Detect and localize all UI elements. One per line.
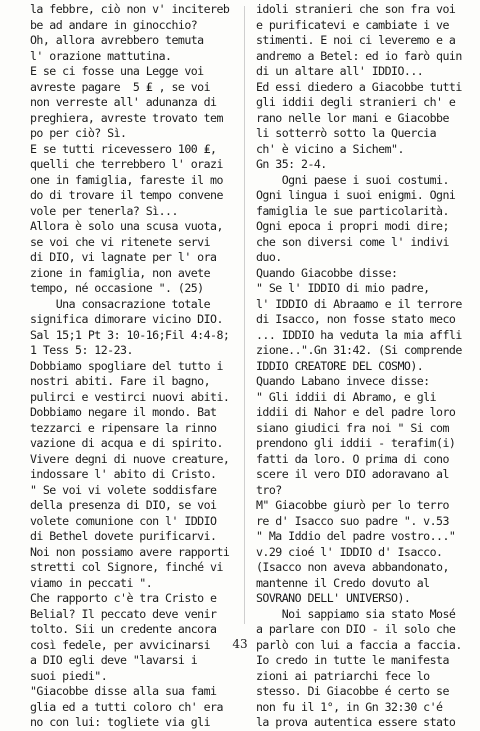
text-line: tro?	[256, 482, 282, 497]
text-line: Sal 15;1 Pt 3: 10-16;Fil 4:4-8;	[30, 327, 230, 342]
text-line: (Isacco non aveva abbandonato,	[256, 560, 449, 574]
text-line: nostri abiti. Fare il bagno,	[30, 374, 211, 388]
text-line: duo.	[256, 250, 282, 264]
column-divider	[244, 6, 245, 624]
text-line: SOVRANO DELL' UNIVERSO).	[256, 591, 411, 605]
text-line: ... IDDIO ha veduta la mia affli	[256, 327, 462, 342]
text-line: siano giudici fra noi " Si com	[256, 420, 449, 435]
text-line: Quando Giacobbe disse:	[256, 265, 398, 280]
text-line: idoli stranieri che son fra voi	[256, 2, 456, 16]
text-line: Oh, allora avrebbero temuta	[30, 33, 204, 47]
text-line: rano nelle lor mani e Giacobbe	[256, 110, 449, 125]
text-line: re d' Isacco suo padre ". v.53	[256, 513, 449, 528]
text-line: Vivere degni di nuove creature,	[30, 451, 230, 466]
text-line: zione in famiglia, non avete	[30, 265, 211, 280]
text-line: Ogni lingua i suoi enigmi. Ogni	[256, 188, 456, 202]
text-line: famiglia le sue particolarità.	[256, 203, 449, 218]
text-line: Allora è solo una scusa vuota,	[30, 219, 223, 233]
text-line: no con lui: togliete via gli	[30, 715, 211, 729]
text-line: e purificatevi e cambiate i ve	[256, 17, 449, 32]
text-line: Gn 35: 2-4.	[256, 157, 327, 171]
text-line: zione..".Gn 31:42. (Si comprende	[256, 343, 462, 357]
text-line: significa dimorare vicino DIO.	[30, 312, 223, 326]
text-line: suoi piedi".	[30, 668, 108, 683]
text-line: stimenti. E noi ci leveremo e a	[256, 33, 456, 47]
text-line: volete comunione con l' IDDIO	[30, 513, 217, 528]
text-line: andremo a Betel: ed io farò quin	[256, 48, 462, 63]
text-line: di Isacco, non fosse stato meco	[256, 312, 456, 326]
text-line: stretti col Signore, finché vi	[30, 560, 223, 574]
text-line: Noi sappiamo sia stato Mosé	[256, 606, 456, 621]
text-line: Ed essi diedero a Giacobbe tutti	[256, 79, 462, 94]
text-line: E se tutti ricevessero 100 ₤,	[30, 141, 217, 156]
text-line: Belial? Il peccato deve venir	[30, 606, 217, 621]
text-line: Dobbiamo negare il mondo. Bat	[30, 405, 217, 419]
text-line: vole per tenerla? Sì...	[30, 203, 178, 218]
text-line: preghiera, avreste trovato tem	[30, 110, 223, 125]
text-line: Che rapporto c'è tra Cristo e	[30, 591, 217, 605]
text-line: che son diversi come l' indivi	[256, 234, 449, 249]
text-line: M" Giacobbe giurò per lo terro	[256, 498, 449, 512]
text-line: 1 Tess 5: 12-23.	[30, 343, 133, 357]
text-line: Noi non possiamo avere rapporti	[30, 544, 230, 559]
text-line: " Se voi vi volete soddisfare	[30, 482, 217, 497]
text-line: IDDIO CREATORE DEL COSMO).	[256, 358, 424, 373]
text-line: stesso. Di Giacobbe é certo se	[256, 684, 449, 698]
text-line: Dobbiamo spogliare del tutto i	[30, 358, 223, 373]
right-text-column	[256, 2, 468, 731]
text-line: pulirci e vestirci nuovi abiti.	[30, 389, 230, 404]
text-line: della presenza di DIO, se voi	[30, 498, 217, 512]
page-number: 43	[232, 637, 248, 651]
text-line: la febbre, ciò non v' incitereb	[30, 2, 230, 16]
text-line: Una consacrazione totale	[30, 296, 211, 311]
text-line: a DIO egli deve "lavarsi i	[30, 653, 198, 667]
text-line: di un altare all' IDDIO...	[256, 64, 424, 78]
text-line: E se ci fosse una Legge voi	[30, 64, 204, 78]
text-line: così fedele, per avvicinarsi	[30, 637, 211, 652]
text-line: la prova autentica essere stato	[256, 715, 456, 729]
text-line: l' IDDIO di Abraamo e il terrore	[256, 296, 462, 311]
text-line: " Ma Iddio del padre vostro..."	[256, 529, 456, 543]
text-line: l' orazione mattutina.	[30, 48, 172, 63]
text-line: po per ciò? Sì.	[30, 126, 127, 140]
text-line: v.29 cioé l' IDDIO d' Isacco.	[256, 544, 443, 559]
text-line: tolto. Sii un credente ancora	[30, 622, 217, 636]
text-line: be ad andare in ginocchio?	[30, 17, 198, 32]
text-line: indossare l' abito di Cristo.	[30, 467, 217, 481]
text-line: quelli che terrebbero l' orazi	[30, 157, 223, 171]
text-line: mantenne il Credo dovuto al	[256, 575, 430, 590]
text-line: Ogni paese i suoi costumi.	[256, 172, 449, 187]
text-line: tezzarci e ripensare la rinno	[30, 420, 217, 435]
text-line: gli iddii degli stranieri ch' e	[256, 95, 456, 109]
text-line: do di trovare il tempo convene	[30, 188, 223, 202]
text-line: tempo, né occasione ". (25)	[30, 281, 204, 295]
text-line: Quando Labano invece disse:	[256, 374, 430, 388]
text-line: a parlare con DIO - il solo che	[256, 622, 456, 636]
text-line: non fu il 1°, in Gn 32:30 c'é	[256, 699, 443, 714]
text-line: avreste pagare 5 ₤ , se voi	[30, 79, 211, 94]
text-line: Ogni epoca i propri modi dire;	[256, 219, 449, 233]
text-line: ch' è vicino a Sichem".	[256, 141, 404, 156]
text-line: glia ed a tutti coloro ch' era	[30, 699, 223, 714]
text-line: vazione di acqua e di spirito.	[30, 436, 223, 450]
left-text-column	[30, 2, 240, 731]
text-line: di DIO, vi lagnate per l' ora	[30, 250, 217, 264]
text-line: prendono gli iddii - terafim(i)	[256, 436, 456, 450]
text-line: scere il vero DIO adoravano al	[256, 467, 449, 481]
text-line: fatti da loro. O prima di cono	[256, 451, 449, 466]
text-line: zioni ai patriarchi fece lo	[256, 668, 430, 683]
text-line: "Giacobbe disse alla sua fami	[30, 684, 217, 698]
text-line: parlò con lui a faccia a faccia.	[256, 637, 462, 652]
text-line: one in famiglia, fareste il mo	[30, 172, 223, 187]
text-line: " Se l' IDDIO di mio padre,	[256, 281, 430, 295]
text-line: viamo in peccati ".	[30, 575, 153, 590]
text-line: iddii di Nahor e del padre loro	[256, 405, 456, 419]
text-line: non verreste all' adunanza di	[30, 95, 217, 109]
text-line: Io credo in tutte le manifesta	[256, 653, 449, 667]
text-line: se voi che vi ritenete servi	[30, 234, 211, 249]
text-line: di Bethel dovete purificarvi.	[30, 529, 217, 543]
text-line: " Gli iddii di Abramo, e gli	[256, 389, 437, 404]
text-line: li sotterrò sotto la Quercia	[256, 126, 437, 140]
